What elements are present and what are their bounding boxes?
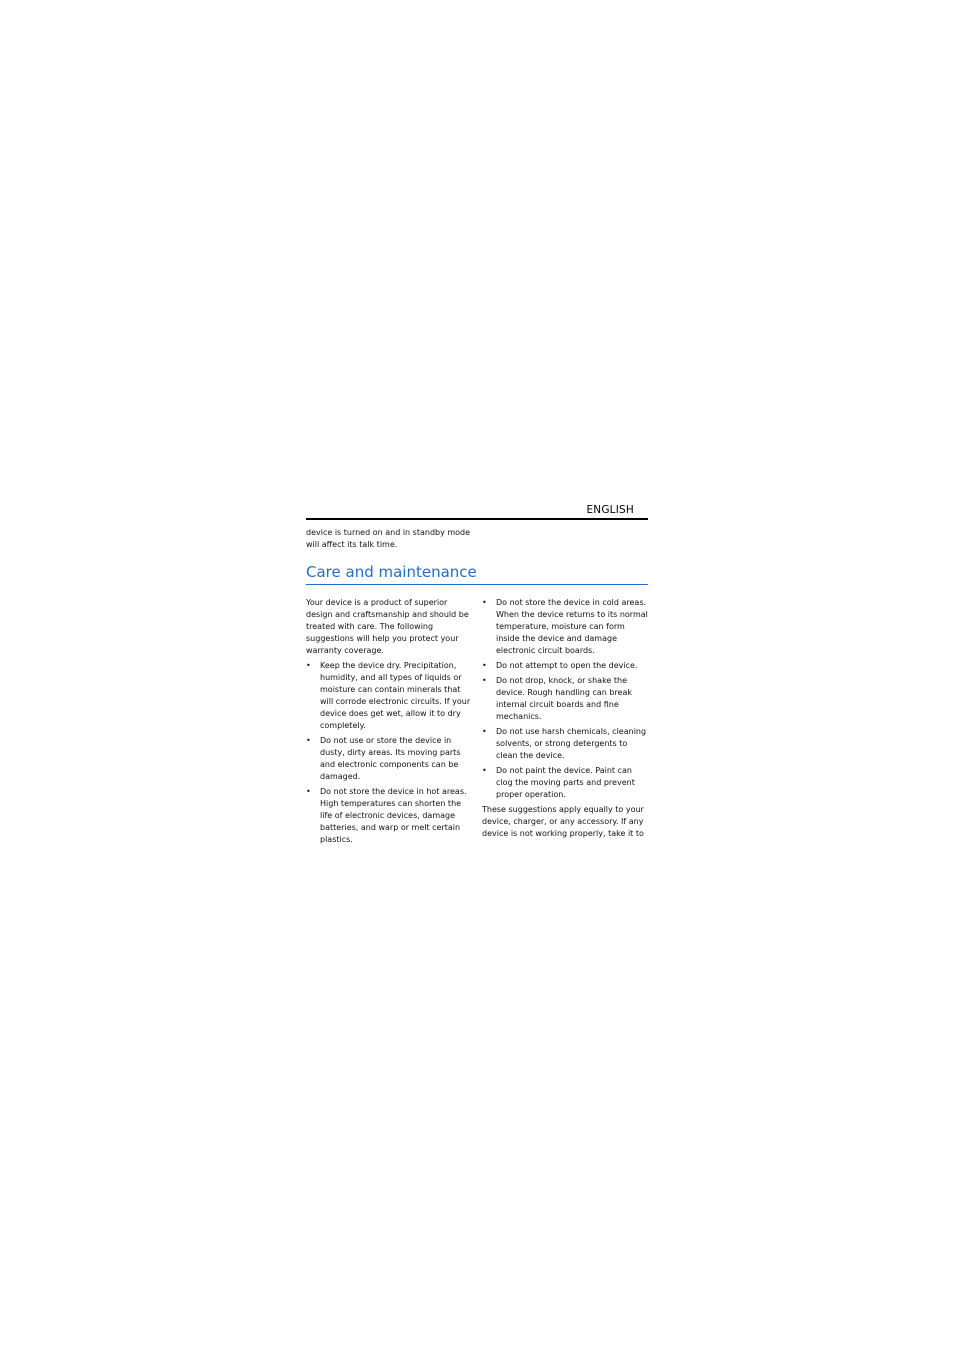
list-item: • Do not paint the device. Paint can clog the moving parts and prevent proper operation. bbox=[482, 765, 648, 801]
list-item: • Do not use or store the device in dusty, dirty areas. Its moving parts and electronic components can be damaged. bbox=[306, 735, 472, 783]
right-bullet-list bbox=[482, 597, 648, 801]
list-item: • Keep the device dry. Precipitation, humidity, and all types of liquids or moisture can contain minerals that will corrode electronic circuits. If your device does get wet, allow it to dry completely. bbox=[306, 660, 472, 732]
left-bullet-list bbox=[306, 660, 472, 846]
right-column bbox=[482, 597, 648, 849]
list-item: • Do not store the device in cold areas. When the device returns to its normal temperature, moisture can form inside the device and damage electronic circuit boards. bbox=[482, 597, 648, 657]
list-item: • Do not drop, knock, or shake the device. Rough handling can break internal circuit boards and fine mechanics. bbox=[482, 675, 648, 723]
closing-paragraph: These suggestions apply equally to your device, charger, or any accessory. If any device is not working properly, take it to bbox=[482, 805, 644, 839]
list-item: • Do not store the device in hot areas. High temperatures can shorten the life of electronic devices, damage batteries, and warp or melt certain plastics. bbox=[306, 786, 472, 846]
two-column-body bbox=[306, 597, 648, 849]
page-header bbox=[306, 498, 648, 520]
lead-paragraph: Your device is a product of superior design and craftsmanship and should be treated with care. The following suggestions will help you protect your warranty coverage. bbox=[306, 598, 469, 656]
list-item: • Do not use harsh chemicals, cleaning solvents, or strong detergents to clean the device. bbox=[482, 726, 648, 762]
document-page bbox=[306, 498, 648, 849]
header-language-label: ENGLISH bbox=[586, 504, 634, 516]
intro-paragraph: device is turned on and in standby mode will affect its talk time. bbox=[306, 528, 471, 549]
left-column bbox=[306, 597, 472, 849]
list-item: • Do not attempt to open the device. bbox=[482, 660, 648, 672]
section-title: Care and maintenance bbox=[306, 563, 648, 585]
